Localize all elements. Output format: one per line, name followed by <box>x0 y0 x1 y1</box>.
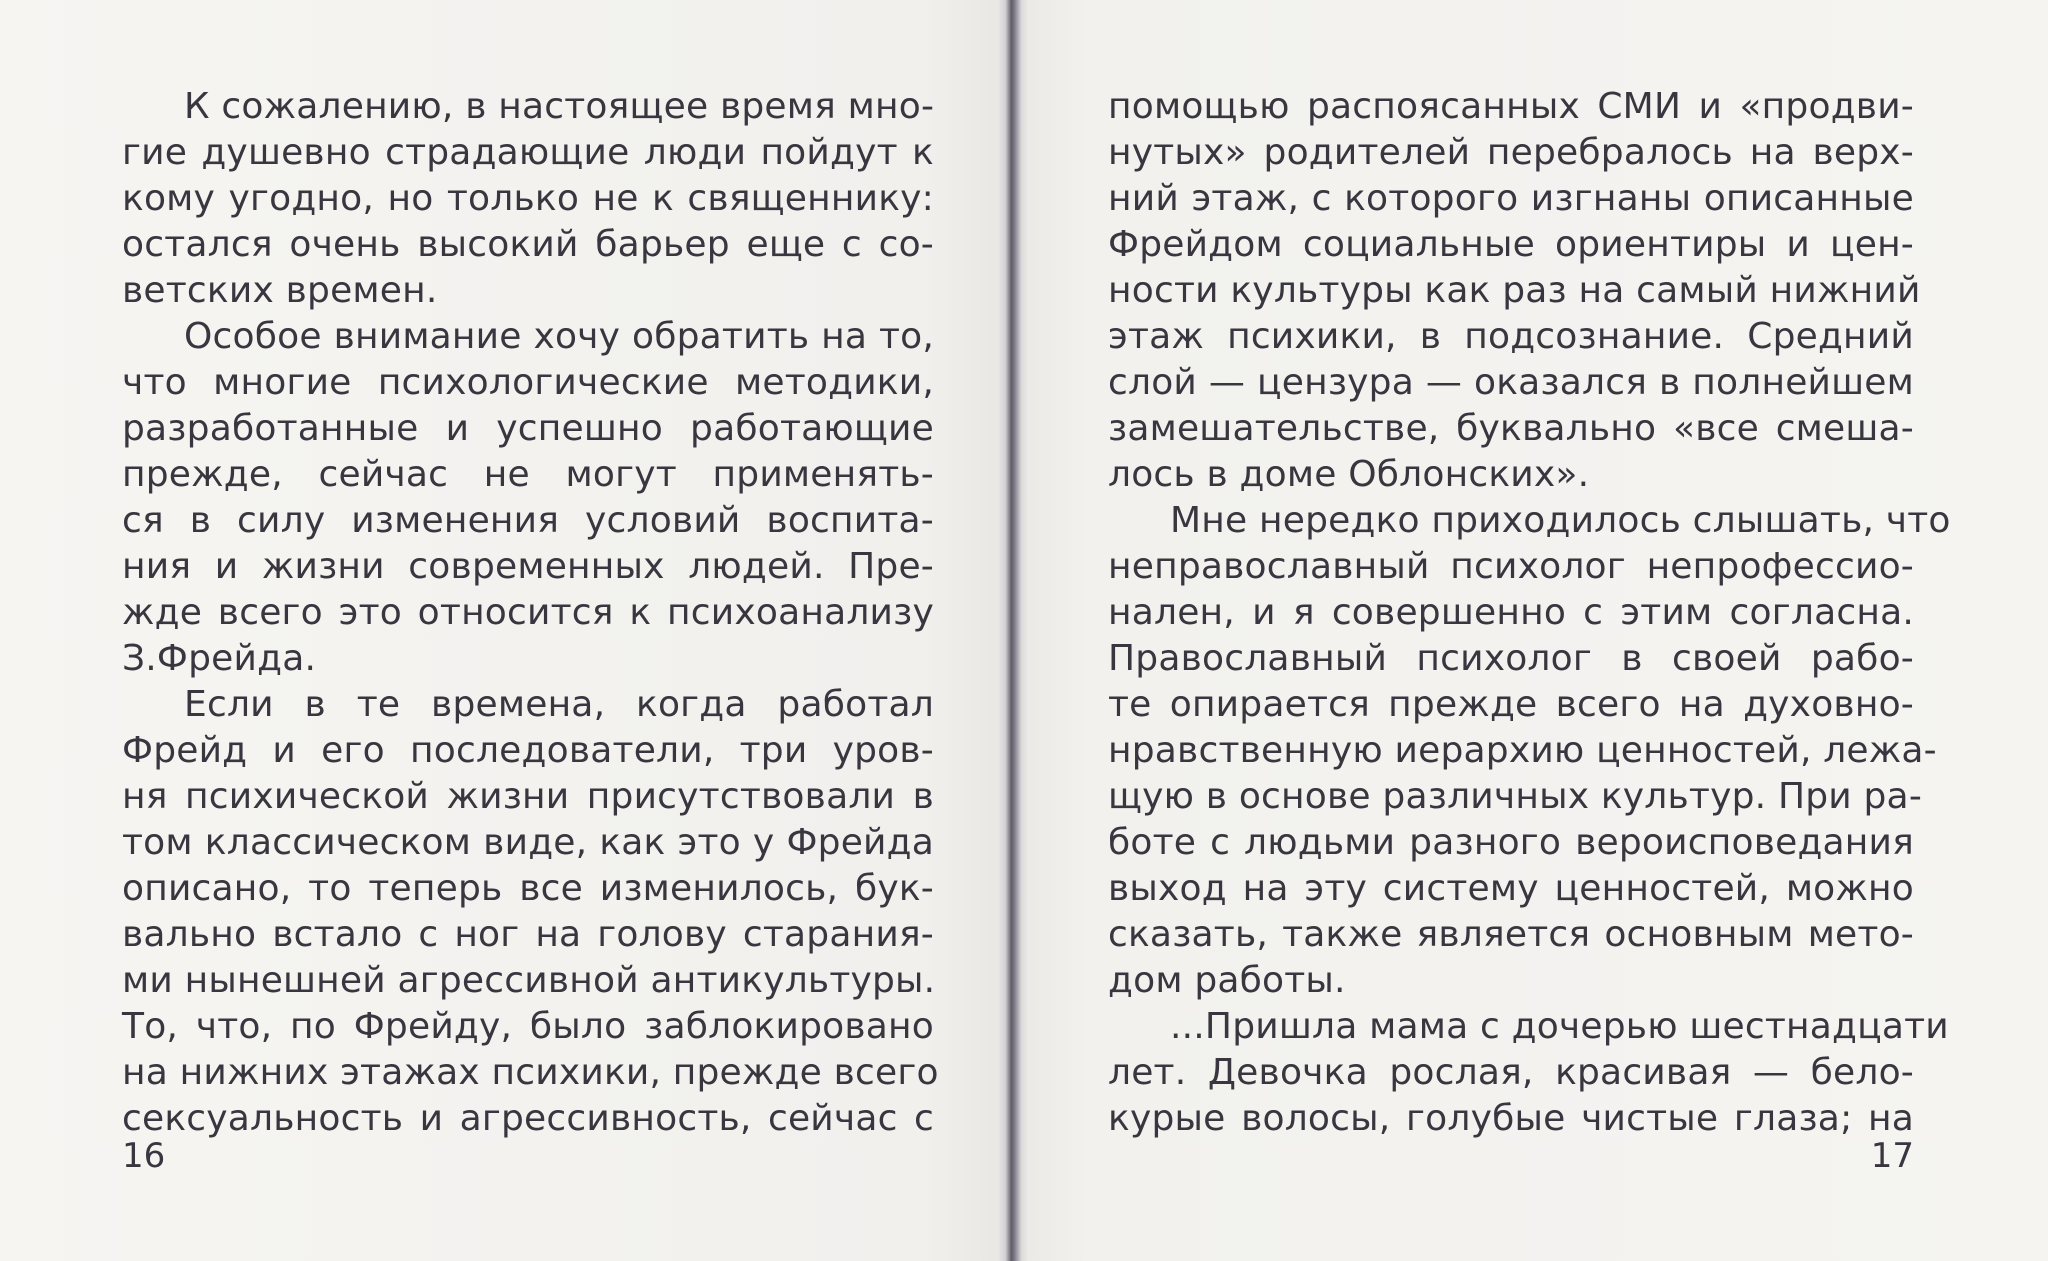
text-line: замешательстве, буквально «все смеша- <box>1108 408 1914 449</box>
text-line: что многие психологические методики, <box>122 362 934 403</box>
text-line: разработанные и успешно работающие <box>122 408 934 449</box>
text-line: нравственную иерархию ценностей, лежа- <box>1108 730 1937 771</box>
right-page <box>1108 0 1951 1261</box>
text-line: неправославный психолог непрофессио- <box>1108 546 1914 587</box>
text-line: на нижних этажах психики, прежде всего <box>122 1052 939 1093</box>
text-line: кому угодно, но только не к священнику: <box>122 178 934 219</box>
text-line: Фрейдом социальные ориентиры и цен- <box>1108 224 1914 265</box>
page-number: 17 <box>1870 1136 1914 1176</box>
text-line: вально встало с ног на голову старания- <box>122 914 934 955</box>
text-line: гие душевно страдающие люди пойдут к <box>122 132 934 173</box>
text-line: З.Фрейда. <box>122 638 317 679</box>
text-line: слой — цензура — оказался в полнейшем <box>1108 362 1914 403</box>
text-line: ветских времен. <box>122 270 438 311</box>
text-line: выход на эту систему ценностей, можно <box>1108 868 1914 909</box>
text-line: курые волосы, голубые чистые глаза; на <box>1108 1098 1914 1139</box>
text-line: Если в те времена, когда работал <box>184 684 934 725</box>
text-line: ности культуры как раз на самый нижний <box>1108 270 1921 311</box>
text-line: ...Пришла мама с дочерью шестнадцати <box>1170 1006 1949 1047</box>
text-line: К сожалению, в настоящее время мно- <box>184 86 935 127</box>
text-line: нутых» родителей перебралось на верх- <box>1108 132 1914 173</box>
text-line: нален, и я совершенно с этим согласна. <box>1108 592 1914 633</box>
text-line: ния и жизни современных людей. Пре- <box>122 546 934 587</box>
text-line: Православный психолог в своей рабо- <box>1108 638 1914 679</box>
text-line: сказать, также является основным мето- <box>1108 914 1914 955</box>
text-line: дом работы. <box>1108 960 1346 1001</box>
page-number: 16 <box>122 1136 166 1176</box>
text-line: ня психической жизни присутствовали в <box>122 776 934 817</box>
text-line: Особое внимание хочу обратить на то, <box>184 316 934 357</box>
text-line: прежде, сейчас не могут применять- <box>122 454 934 495</box>
text-line: те опирается прежде всего на духовно- <box>1108 684 1914 725</box>
text-line: сексуальность и агрессивность, сейчас с <box>122 1098 934 1139</box>
text-line: жде всего это относится к психоанализу <box>122 592 934 633</box>
text-line: Фрейд и его последователи, три уров- <box>122 730 934 771</box>
left-page <box>122 0 939 1261</box>
text-line: щую в основе различных культур. При ра- <box>1108 776 1923 817</box>
text-line: описано, то теперь все изменилось, бук- <box>122 868 934 909</box>
text-line: лет. Девочка рослая, красивая — бело- <box>1108 1052 1914 1093</box>
text-line: лось в доме Облонских». <box>1108 454 1590 495</box>
text-line: этаж психики, в подсознание. Средний <box>1108 316 1914 357</box>
text-line: боте с людьми разного вероисповедания <box>1108 822 1914 863</box>
text-line: Мне нередко приходилось слышать, что <box>1170 500 1951 541</box>
text-line: ний этаж, с которого изгнаны описанные <box>1108 178 1914 219</box>
text-line: помощью распоясанных СМИ и «продви- <box>1108 86 1914 127</box>
text-line: То, что, по Фрейду, было заблокировано <box>122 1006 934 1047</box>
text-line: ми нынешней агрессивной антикультуры. <box>122 960 936 1001</box>
text-line: остался очень высокий барьер еще с со- <box>122 224 934 265</box>
book-gutter <box>998 0 1028 1261</box>
text-line: том классическом виде, как это у Фрейда <box>122 822 934 863</box>
text-line: ся в силу изменения условий воспита- <box>122 500 934 541</box>
